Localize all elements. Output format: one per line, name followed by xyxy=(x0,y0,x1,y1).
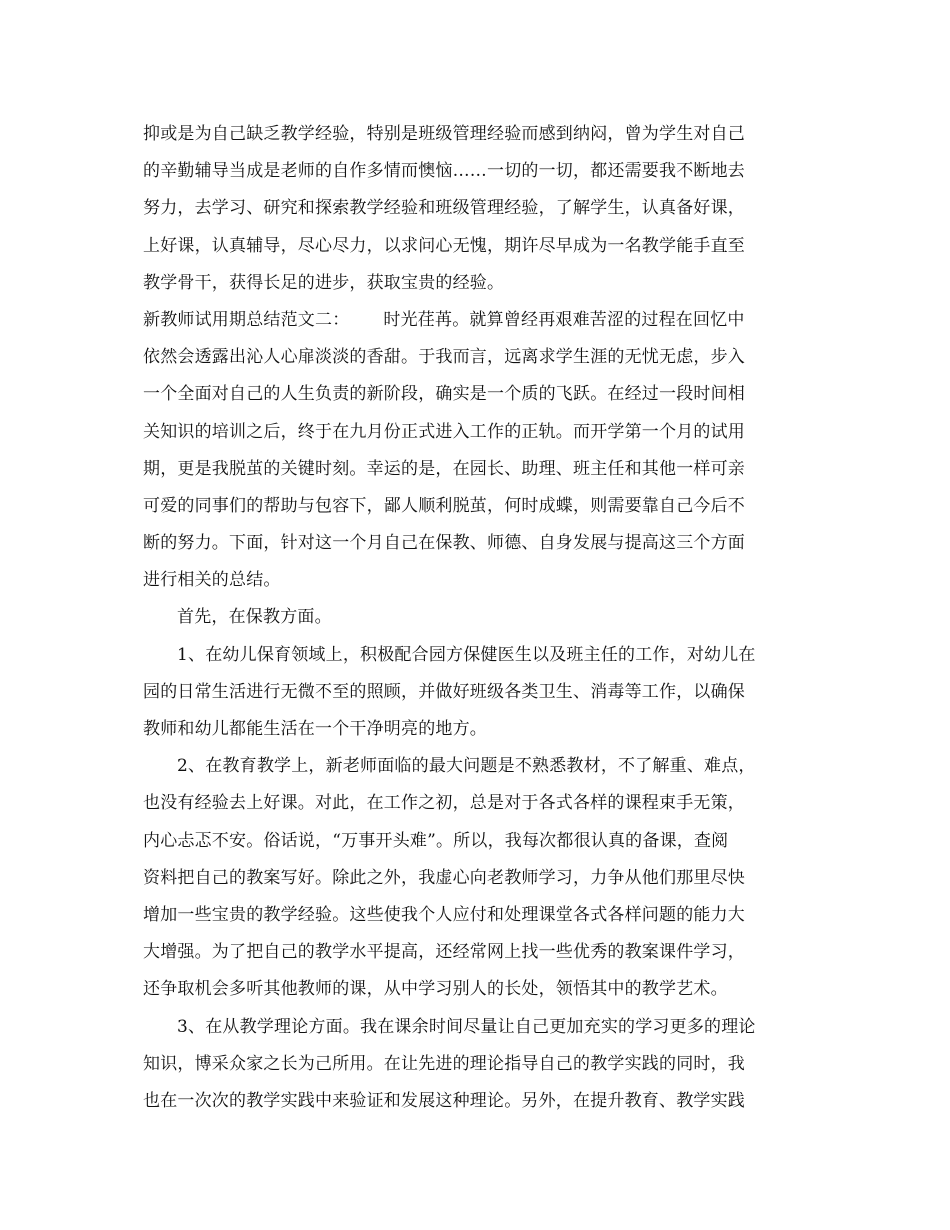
list-item-1-line: 教师和幼儿都能生活在一个干净明亮的地方。 xyxy=(143,719,487,739)
text-line: 期，更是我脱茧的关键时刻。幸运的是，在园长、助理、班主任和其他一样可亲 xyxy=(143,458,745,479)
heading-prefix: 新教师试用期总结范文二： xyxy=(143,309,350,330)
list-item-3-line: 也在一次次的教学实践中来验证和发展这种理论。另外，在提升教育、教学实践 xyxy=(143,1090,745,1111)
list-item-1-line: 园的日常生活进行无微不至的照顾，并做好班级各类卫生、消毒等工作，以确保 xyxy=(143,681,745,702)
list-item-2-line: 也没有经验去上好课。对此，在工作之初，总是对于各式各样的课程束手无策， xyxy=(143,793,745,814)
list-item-3-line: 知识，博采众家之长为己所用。在让先进的理论指导自己的教学实践的同时，我 xyxy=(143,1053,745,1074)
text-line: 努力，去学习、研究和探索教学经验和班级管理经验，了解学生，认真备好课， xyxy=(143,198,745,219)
text-line: 依然会透露出沁人心扉淡淡的香甜。于我而言，远离求学生涯的无忧无虑，步入 xyxy=(143,347,745,368)
text-line: 断的努力。下面，针对这一个月自己在保教、师德、自身发展与提高这三个方面 xyxy=(143,533,745,554)
list-item-2-line: 增加一些宝贵的教学经验。这些使我个人应付和处理课堂各式各样问题的能力大 xyxy=(143,904,745,925)
list-item-2-line: 内心忐忑不安。俗话说，“万事开头难”。所以，我每次都很认真的备课，查阅 xyxy=(143,830,729,851)
text-line: 抑或是为自己缺乏教学经验，特别是班级管理经验而感到纳闷，曾为学生对自己 xyxy=(143,124,745,144)
text-line: 可爱的同事们的帮助与包容下，鄙人顺利脱茧，何时成蝶，则需要靠自己今后不 xyxy=(143,495,745,516)
text-line: 上好课，认真辅导，尽心尽力，以求问心无愧，期许尽早成为一名教学能手直至 xyxy=(143,235,745,256)
list-item-3-line: 3、在从教学理论方面。我在课余时间尽量让自己更加充实的学习更多的理论 xyxy=(177,1016,756,1037)
section-heading-line xyxy=(143,302,823,339)
list-item-2-line: 大增强。为了把自己的教学水平提高，还经常网上找一些优秀的教案课件学习， xyxy=(143,942,745,963)
subsection-heading: 首先，在保教方面。 xyxy=(177,607,332,628)
text-line: 一个全面对自己的人生负责的新阶段，确实是一个质的飞跃。在经过一段时间相 xyxy=(143,384,745,405)
list-item-2-line: 还争取机会多听其他教师的课，从中学习别人的长处，领悟其中的教学艺术。 xyxy=(143,979,728,1000)
text-line: 的辛勤辅导当成是老师的自作多情而懊恼……一切的一切，都还需要我不断地去 xyxy=(143,161,745,182)
heading-rest: 时光荏苒。就算曾经再艰难苦涩的过程在回忆中 xyxy=(383,309,745,330)
text-line: 教学骨干，获得长足的进步，获取宝贵的经验。 xyxy=(143,272,505,293)
list-item-2-line: 资料把自己的教案写好。除此之外，我虚心向老教师学习，力争从他们那里尽快 xyxy=(143,867,745,888)
text-line: 进行相关的总结。 xyxy=(143,570,281,591)
document-body xyxy=(143,116,823,1120)
list-item-2-line: 2、在教育教学上，新老师面临的最大问题是不熟悉教材，不了解重、难点， xyxy=(177,756,756,777)
text-line: 关知识的培训之后，终于在九月份正式进入工作的正轨。而开学第一个月的试用 xyxy=(143,421,745,442)
list-item-1-line: 1、在幼儿保育领域上，积极配合园方保健医生以及班主任的工作，对幼儿在 xyxy=(177,644,756,665)
